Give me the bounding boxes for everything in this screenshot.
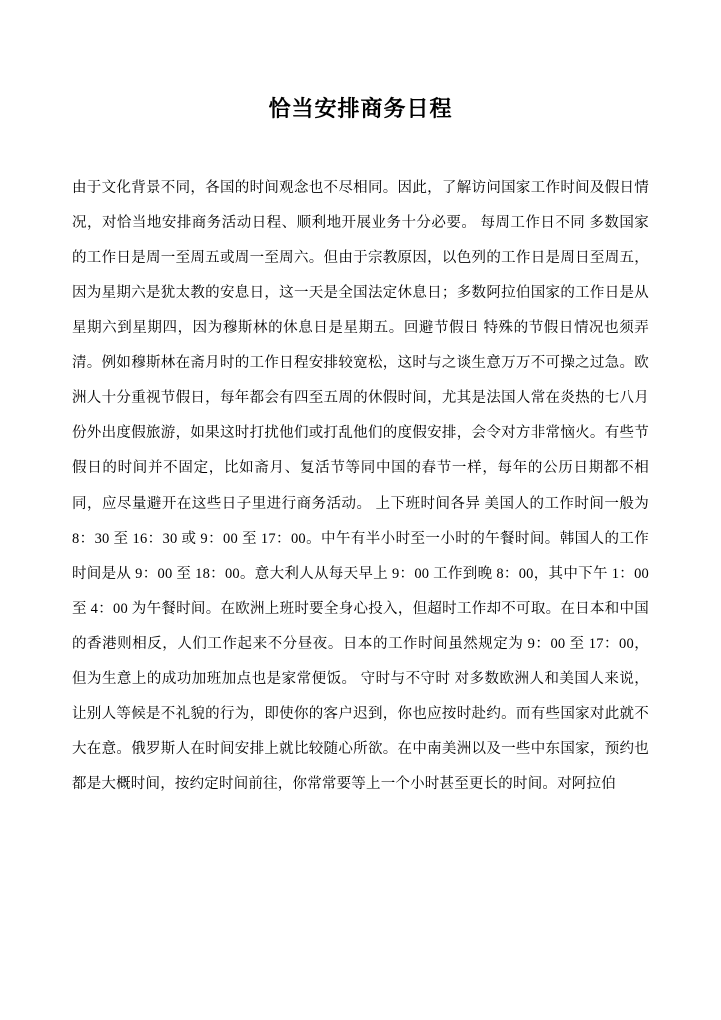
body-paragraph: 由于文化背景不同，各国的时间观念也不尽相同。因此，了解访问国家工作时间及假日情况，对恰当地安排商务活动日程、顺利地开展业务十分必要。 每周工作日不同 多数国家的工作日是周一至周五或周一至周六。但由于宗教原因，以色列的工作日是周日至周五，因为星期六是犹太教的安息日，这一天是全国法定休息日；多数阿拉伯国家的工作日是从星期六到星期四，因为穆斯林的休息日是星期五。回避节假日 特殊的节假日情况也须弄清。例如穆斯林在斋月时的工作日程安排较宽松，这时与之谈生意万万不可操之过急。欧洲人十分重视节假日，每年都会有四至五周的休假时间，尤其是法国人常在炎热的七八月份外出度假旅游，如果这时打扰他们或打乱他们的度假安排，会令对方非常恼火。有些节假日的时间并不固定，比如斋月、复活节等同中国的春节一样，每年的公历日期都不相同，应尽量避开在这些日子里进行商务活动。 上下班时间各异 美国人的工作时间一般为 8：30 至 16：30 或 9：00 至 17：00。中午有半小时至一小时的午餐时间。韩国人的工作时间是从 9：00 至 18：00。意大利人从每天早上 9：00 工作到晚 8：00，其中下午 1：00 至 4：00 为午餐时间。在欧洲上班时要全身心投入，但超时工作却不可取。在日本和中国的香港则相反，人们工作起来不分昼夜。日本的工作时间虽然规定为 9：00 至 17：00，但为生意上的成功加班加点也是家常便饭。 守时与不守时 对多数欧洲人和美国人来说，让别人等候是不礼貌的行为，即使你的客户迟到，你也应按时赴约。而有些国家对此就不大在意。俄罗斯人在时间安排上就比较随心所欲。在中南美洲以及一些中东国家，预约也都是大概时间，按约定时间前往，你常常要等上一个小时甚至更长的时间。对阿拉伯: [72, 179, 649, 793]
document-body: [72, 171, 649, 802]
page-title: 恰当安排商务日程: [268, 96, 453, 121]
